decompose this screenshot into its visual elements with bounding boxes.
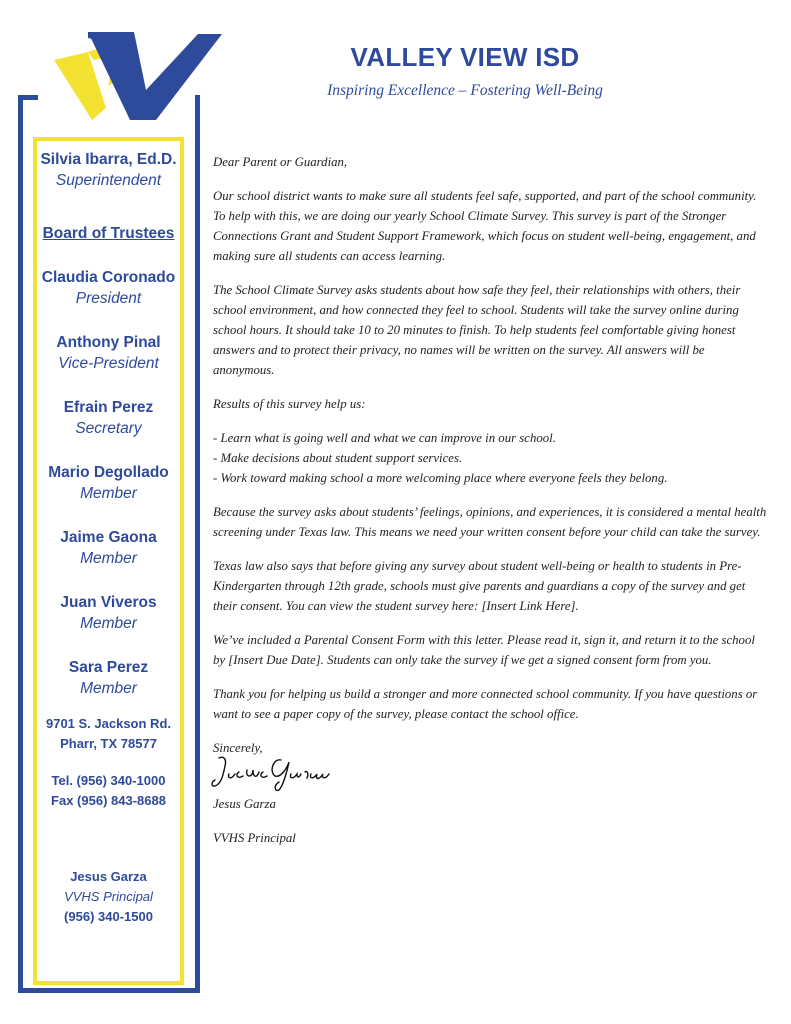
trustee-block	[37, 528, 180, 593]
paragraph-mental-health: Because the survey asks about students’ feelings, opinions, and experiences, it is considered a mental health screening under Texas law. This means we need your written consent before your child can take the survey.	[213, 505, 767, 539]
phone-block	[37, 771, 180, 867]
board-heading: Board of Trustees	[42, 225, 175, 242]
paragraph-intro: Our school district wants to make sure all students feel safe, supported, and part of the school community. To help with this, we are doing our yearly School Climate Survey. This survey is part of the Stronger Connections Grant and Student Support Framework, which focus on student well-being, engagement, and making sure all students can access learning.	[213, 189, 757, 263]
trustee-block	[37, 268, 180, 333]
handwritten-signature	[209, 752, 339, 794]
trustee-role: Member	[80, 485, 137, 502]
letter-body	[213, 152, 769, 862]
fax: Fax (956) 843-8688	[51, 793, 166, 808]
superintendent-name: Silvia Ibarra, Ed.D.	[40, 151, 177, 168]
principal-contact-block	[37, 867, 180, 927]
trustee-role: Vice-President	[58, 355, 159, 372]
trustee-block	[37, 593, 180, 658]
list-item: - Work toward making school a more welcoming place where everyone feels they belong.	[213, 471, 668, 485]
district-tagline: Inspiring Excellence – Fostering Well-Being	[327, 82, 603, 99]
trustee-block	[37, 658, 180, 714]
address-line-2: Pharr, TX 78577	[60, 736, 157, 751]
trustee-name: Claudia Coronado	[41, 269, 176, 286]
signer-title: VVHS Principal	[213, 831, 296, 845]
sidebar	[37, 150, 180, 927]
principal-phone: (956) 340-1500	[64, 909, 153, 924]
address-block	[37, 714, 180, 771]
trustee-name: Juan Viveros	[60, 594, 157, 611]
trustee-block	[37, 398, 180, 463]
closing: Sincerely,	[213, 741, 263, 755]
sidebar-outer-border-cap	[18, 95, 38, 100]
signer-name: Jesus Garza	[213, 797, 276, 811]
trustee-name: Efrain Perez	[63, 399, 154, 416]
trustee-role: Member	[80, 615, 137, 632]
paragraph-consent-form: We’ve included a Parental Consent Form with this letter. Please read it, sign it, and return it to the school by [Insert Due Date]. Students can only take the survey if we get a signed consent form from you.	[213, 633, 755, 667]
superintendent-block	[37, 150, 180, 224]
paragraph-survey-description: The School Climate Survey asks students about how safe they feel, their relationships with others, their school environment, and how connected they feel to school. Students will take the survey online during school hours. It should take 10 to 20 minutes to finish. To help students feel comfortable giving honest answers and to protect their privacy, no names will be written on the survey. All answers will be anonymous.	[213, 283, 741, 377]
principal-title: VVHS Principal	[64, 889, 153, 904]
trustee-role: Member	[80, 550, 137, 567]
results-intro: Results of this survey help us:	[213, 397, 366, 411]
list-item: - Learn what is going well and what we can improve in our school.	[213, 431, 556, 445]
superintendent-role: Superintendent	[55, 172, 162, 189]
district-title: VALLEY VIEW ISD	[350, 42, 580, 72]
paragraph-thank-you: Thank you for helping us build a stronger and more connected school community. If you have questions or want to see a paper copy of the survey, please contact the school office.	[213, 687, 758, 721]
trustee-role: Secretary	[75, 420, 142, 437]
list-item: - Make decisions about student support services.	[213, 451, 463, 465]
trustee-name: Sara Perez	[68, 659, 149, 676]
salutation: Dear Parent or Guardian,	[213, 155, 348, 169]
results-list	[213, 428, 769, 488]
trustee-block	[37, 333, 180, 398]
address-line-1: 9701 S. Jackson Rd.	[45, 716, 171, 731]
trustee-role: President	[75, 290, 142, 307]
trustee-name: Anthony Pinal	[56, 334, 161, 351]
trustee-name: Jaime Gaona	[60, 529, 157, 546]
paragraph-texas-law: Texas law also says that before giving any survey about student well-being or health to students in Pre-Kindergarten through 12th grade, schools must give parents and guardians a copy of the survey and get their consent. You can view the student survey here: [Insert Link Here].	[213, 559, 746, 613]
telephone: Tel. (956) 340-1000	[51, 773, 166, 788]
principal-name: Jesus Garza	[70, 869, 147, 884]
trustee-role: Member	[80, 680, 137, 697]
trustee-name: Mario Degollado	[48, 464, 169, 481]
trustee-block	[37, 463, 180, 528]
